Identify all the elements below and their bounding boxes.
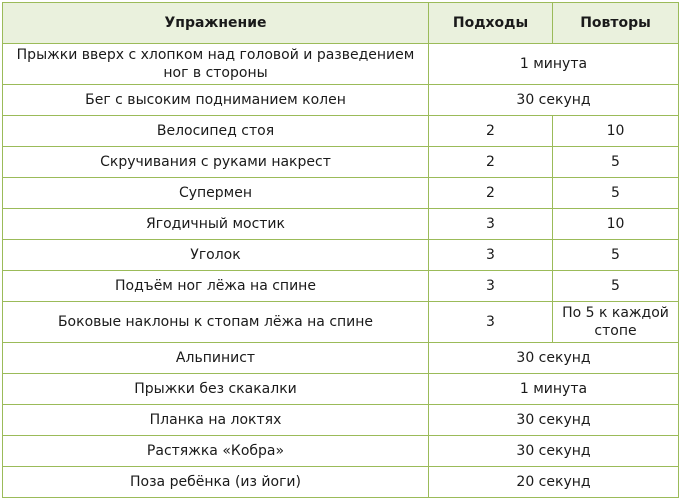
reps-cell: 10 xyxy=(553,209,679,240)
table-row xyxy=(3,467,679,498)
exercise-cell: Скручивания с руками накрест xyxy=(3,147,429,178)
table-row xyxy=(3,436,679,467)
table-row xyxy=(3,343,679,374)
exercise-cell: Велосипед стоя xyxy=(3,116,429,147)
sets-cell: 3 xyxy=(429,271,553,302)
exercise-cell: Растяжка «Кобра» xyxy=(3,436,429,467)
exercise-cell: Боковые наклоны к стопам лёжа на спине xyxy=(3,302,429,343)
duration-cell: 30 секунд xyxy=(429,343,679,374)
table-row xyxy=(3,116,679,147)
exercise-cell: Ягодичный мостик xyxy=(3,209,429,240)
duration-cell: 30 секунд xyxy=(429,405,679,436)
exercise-cell: Супермен xyxy=(3,178,429,209)
table-row xyxy=(3,405,679,436)
table-row xyxy=(3,178,679,209)
sets-cell: 3 xyxy=(429,240,553,271)
table-row xyxy=(3,302,679,343)
sets-cell: 3 xyxy=(429,302,553,343)
sets-cell: 3 xyxy=(429,209,553,240)
table-row xyxy=(3,374,679,405)
exercise-table xyxy=(2,2,679,498)
duration-cell: 1 минута xyxy=(429,44,679,85)
duration-cell: 20 секунд xyxy=(429,467,679,498)
exercise-cell: Планка на локтях xyxy=(3,405,429,436)
exercise-cell: Альпинист xyxy=(3,343,429,374)
reps-cell: По 5 к каждой стопе xyxy=(553,302,679,343)
table-row xyxy=(3,44,679,85)
exercise-cell: Прыжки без скакалки xyxy=(3,374,429,405)
reps-cell: 5 xyxy=(553,178,679,209)
table-row xyxy=(3,85,679,116)
exercise-cell: Поза ребёнка (из йоги) xyxy=(3,467,429,498)
table-row xyxy=(3,147,679,178)
table-row xyxy=(3,209,679,240)
header-exercise: Упражнение xyxy=(3,3,429,44)
duration-cell: 30 секунд xyxy=(429,436,679,467)
reps-cell: 5 xyxy=(553,240,679,271)
duration-cell: 1 минута xyxy=(429,374,679,405)
reps-cell: 5 xyxy=(553,147,679,178)
sets-cell: 2 xyxy=(429,178,553,209)
exercise-cell: Прыжки вверх с хлопком над головой и разведением ног в стороны xyxy=(3,44,429,85)
sets-cell: 2 xyxy=(429,116,553,147)
reps-cell: 10 xyxy=(553,116,679,147)
header-sets: Подходы xyxy=(429,3,553,44)
duration-cell: 30 секунд xyxy=(429,85,679,116)
exercise-cell: Подъём ног лёжа на спине xyxy=(3,271,429,302)
header-reps: Повторы xyxy=(553,3,679,44)
reps-cell: 5 xyxy=(553,271,679,302)
header-row xyxy=(3,3,679,44)
table-row xyxy=(3,240,679,271)
table-row xyxy=(3,271,679,302)
exercise-cell: Бег с высоким подниманием колен xyxy=(3,85,429,116)
exercise-cell: Уголок xyxy=(3,240,429,271)
sets-cell: 2 xyxy=(429,147,553,178)
